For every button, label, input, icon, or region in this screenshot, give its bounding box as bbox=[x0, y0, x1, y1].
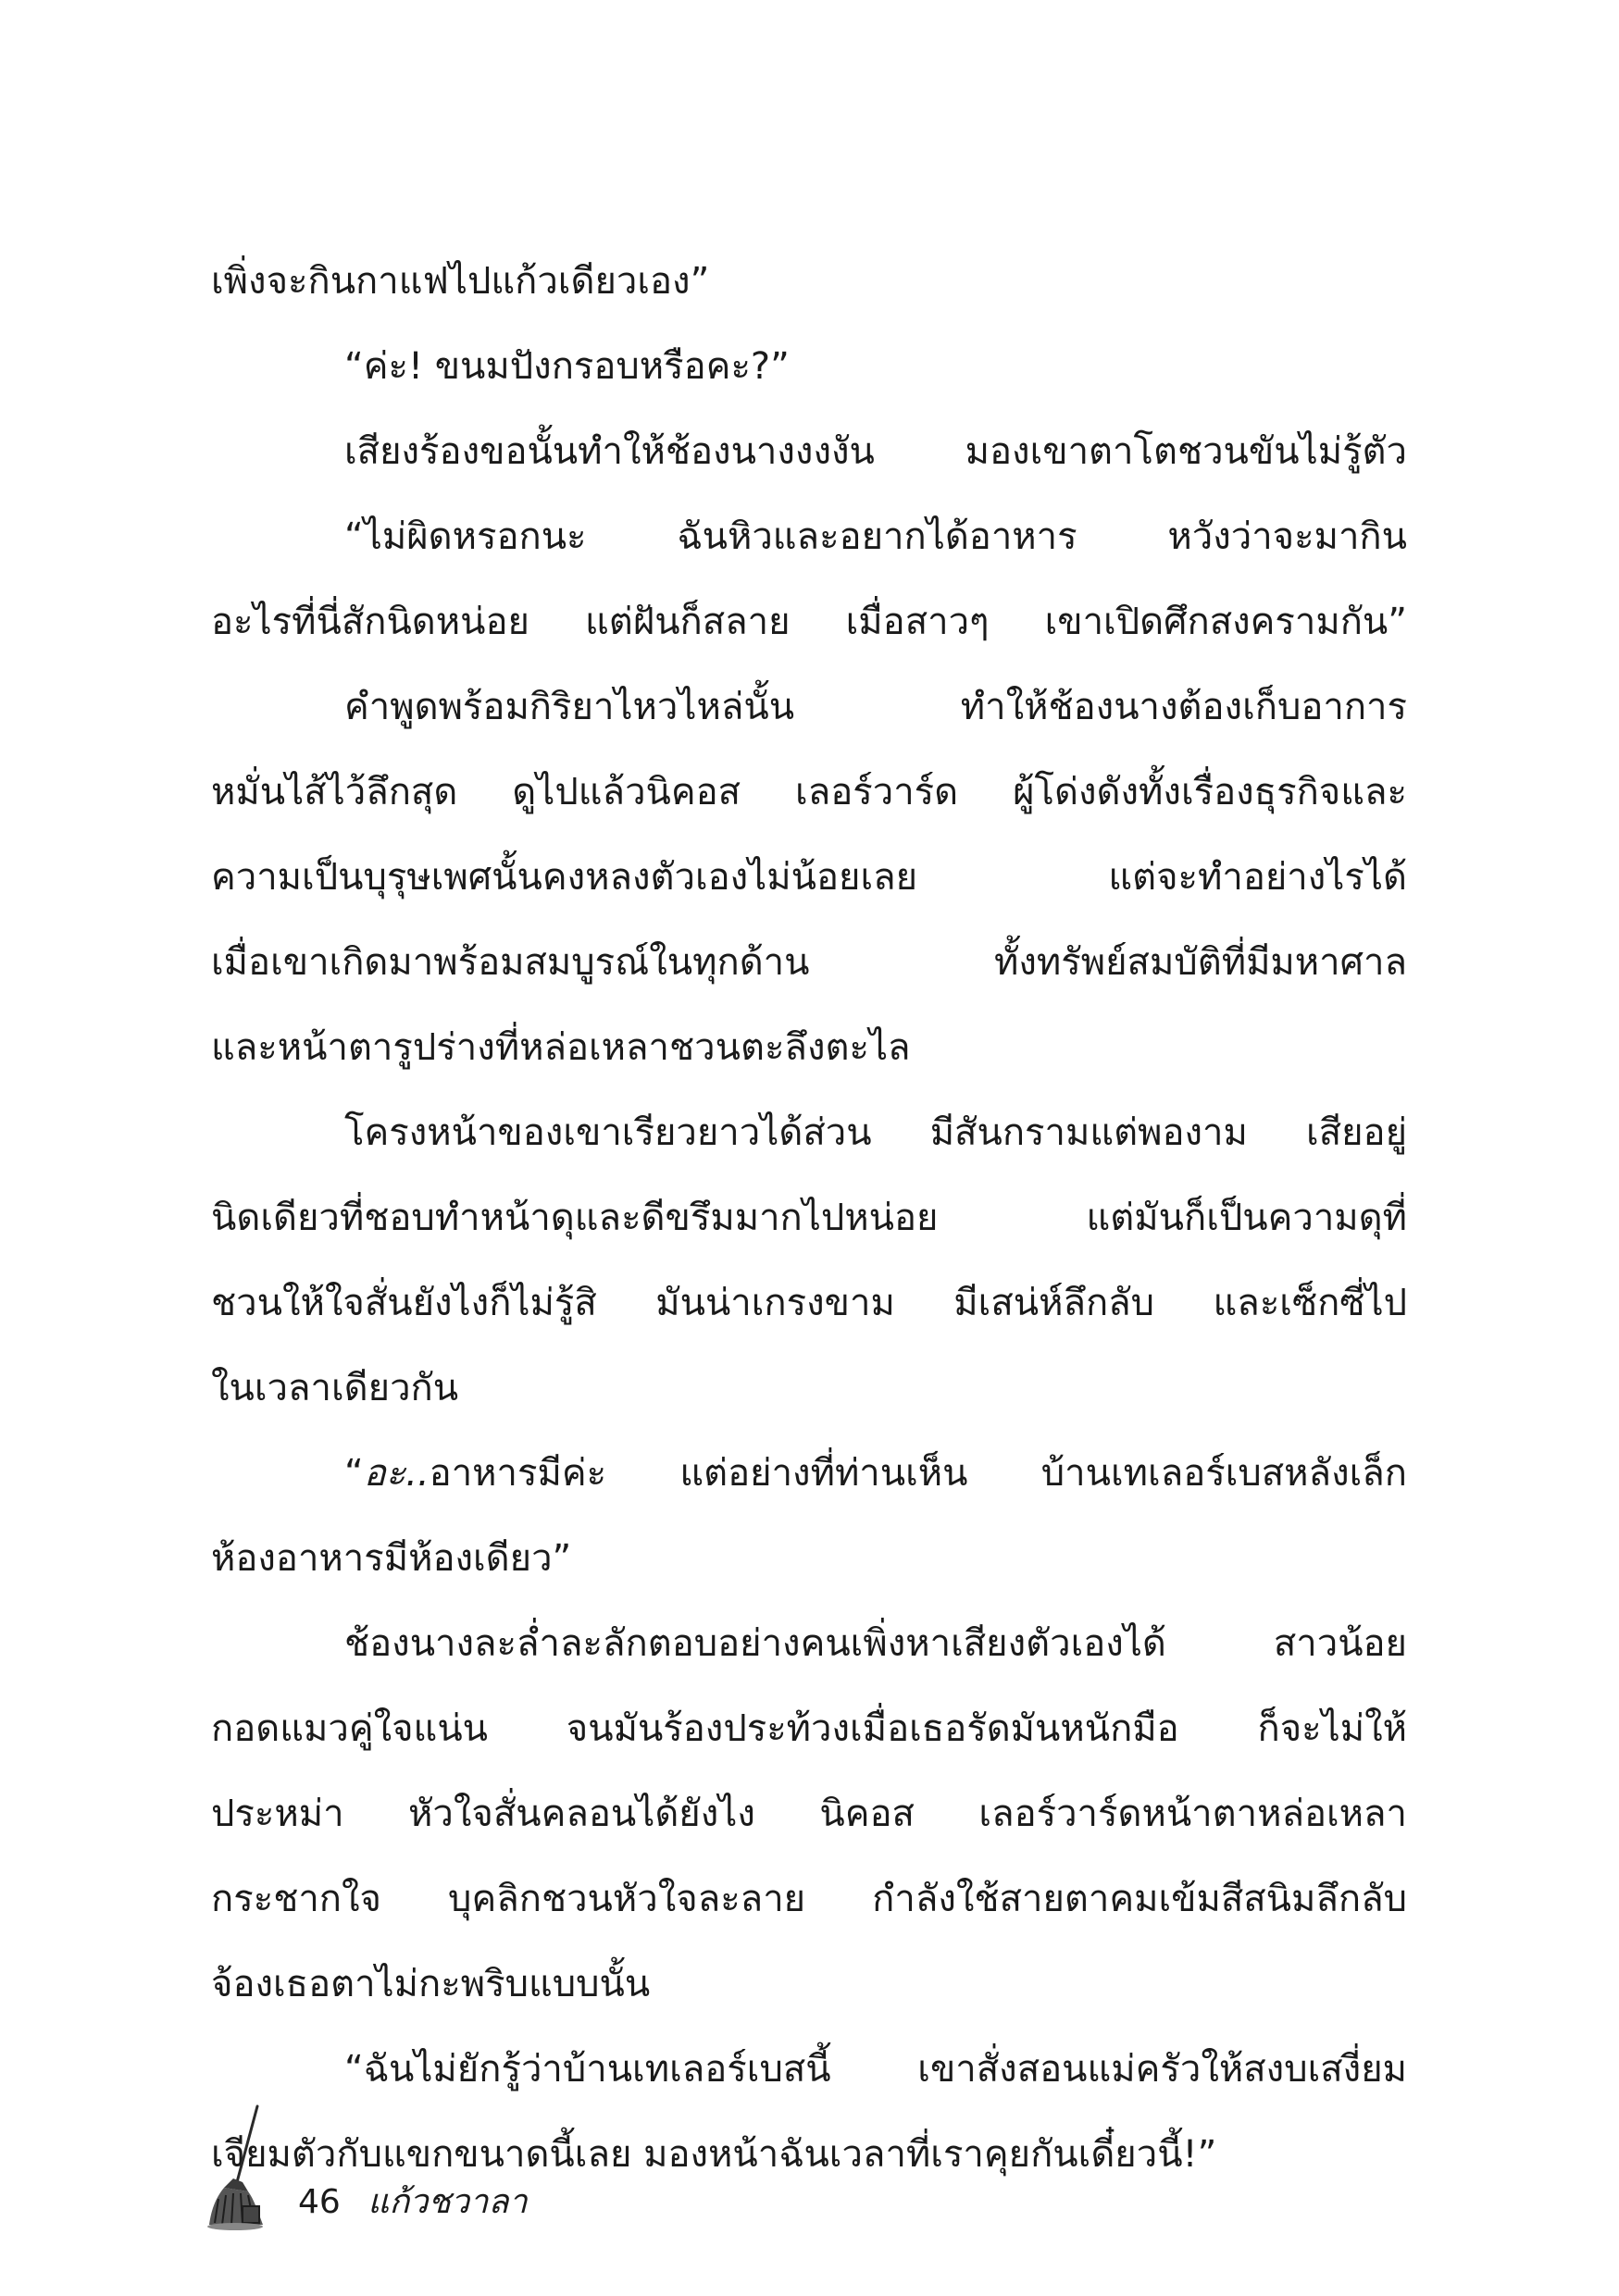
text-line: “ไม่ผิดหรอกนะ ฉันหิวและอยากได้อาหาร หวังว่าจะมากิน bbox=[344, 515, 1407, 558]
text-line: คำพูดพร้อมกิริยาไหวไหล่นั้น ทำให้ช้องนางต้องเก็บอาการ bbox=[344, 686, 1407, 728]
text-line: ประหม่า หัวใจสั่นคลอนได้ยังไง นิคอส เลอร์วาร์ดหน้าตาหล่อเหลา bbox=[211, 1793, 1407, 1835]
folio bbox=[298, 2184, 528, 2221]
quote-open: “ bbox=[344, 1452, 364, 1495]
text-line: จ้องเธอตาไม่กะพริบแบบนั้น bbox=[211, 1963, 651, 2005]
text-line: เพิ่งจะกินกาแฟไปแก้วเดียวเอง” bbox=[211, 260, 710, 303]
stammer-italic: อะ.. bbox=[363, 1452, 430, 1495]
page-number: 46 bbox=[298, 2183, 341, 2221]
text-line: ช้องนางละล่ำละลักตอบอย่างคนเพิ่งหาเสียงตัวเองได้ สาวน้อย bbox=[344, 1622, 1407, 1665]
body-text bbox=[211, 239, 1407, 2197]
text-line: กระชากใจ บุคลิกชวนหัวใจละลาย กำลังใช้สายตาคมเข้มสีสนิมลึกลับ bbox=[211, 1878, 1407, 1920]
text-line: เจียมตัวกับแขกขนาดนี้เลย มองหน้าฉันเวลาที่เราคุยกันเดี๋ยวนี้!” bbox=[211, 2133, 1217, 2176]
text-line: และหน้าตารูปร่างที่หล่อเหลาชวนตะลึงตะไล bbox=[211, 1026, 911, 1069]
text-line: นิดเดียวที่ชอบทำหน้าดุและดีขรึมมากไปหน่อย แต่มันก็เป็นความดุที่ bbox=[211, 1197, 1407, 1239]
text-line-dialogue bbox=[211, 1431, 1407, 1516]
text-line: หมั่นไส้ไว้ลึกสุด ดูไปแล้วนิคอส เลอร์วาร์ด ผู้โด่งดังทั้งเรื่องธุรกิจและ bbox=[211, 771, 1407, 813]
text-line: เสียงร้องขอนั้นทำให้ช้องนางงงงัน มองเขาตาโตชวนขันไม่รู้ตัว bbox=[344, 430, 1407, 473]
text-line: “ฉันไม่ยักรู้ว่าบ้านเทเลอร์เบสนี้ เขาสั่งสอนแม่ครัวให้สงบเสงี่ยม bbox=[344, 2048, 1407, 2091]
dialogue-rest: อาหารมีค่ะ แต่อย่างที่ท่านเห็น บ้านเทเลอร์เบสหลังเล็ก bbox=[429, 1452, 1407, 1495]
page-footer bbox=[205, 2103, 761, 2232]
text-line: ห้องอาหารมีห้องเดียว” bbox=[211, 1537, 572, 1580]
broom-icon bbox=[205, 2103, 270, 2232]
text-line: เมื่อเขาเกิดมาพร้อมสมบูรณ์ในทุกด้าน ทั้งทรัพย์สมบัติที่มีมหาศาล bbox=[211, 941, 1407, 984]
text-line: โครงหน้าของเขาเรียวยาวได้ส่วน มีสันกรามแต่พองาม เสียอยู่ bbox=[344, 1111, 1407, 1154]
text-line: อะไรที่นี่สักนิดหน่อย แต่ฝันก็สลาย เมื่อสาวๆ เขาเปิดศึกสงครามกัน” bbox=[211, 601, 1407, 643]
book-title: แก้วชวาลา bbox=[367, 2183, 528, 2221]
text-line: ในเวลาเดียวกัน bbox=[211, 1367, 459, 1409]
text-line: ความเป็นบุรุษเพศนั้นคงหลงตัวเองไม่น้อยเลย แต่จะทำอย่างไรได้ bbox=[211, 856, 1407, 899]
text-line: กอดแมวคู่ใจแน่น จนมันร้องประท้วงเมื่อเธอรัดมันหนักมือ ก็จะไม่ให้ bbox=[211, 1707, 1407, 1750]
text-line: “ค่ะ! ขนมปังกรอบหรือคะ?” bbox=[344, 345, 790, 388]
text-line: ชวนให้ใจสั่นยังไงก็ไม่รู้สิ มันน่าเกรงขาม มีเสน่ห์ลึกลับ และเซ็กซี่ไป bbox=[211, 1282, 1407, 1324]
